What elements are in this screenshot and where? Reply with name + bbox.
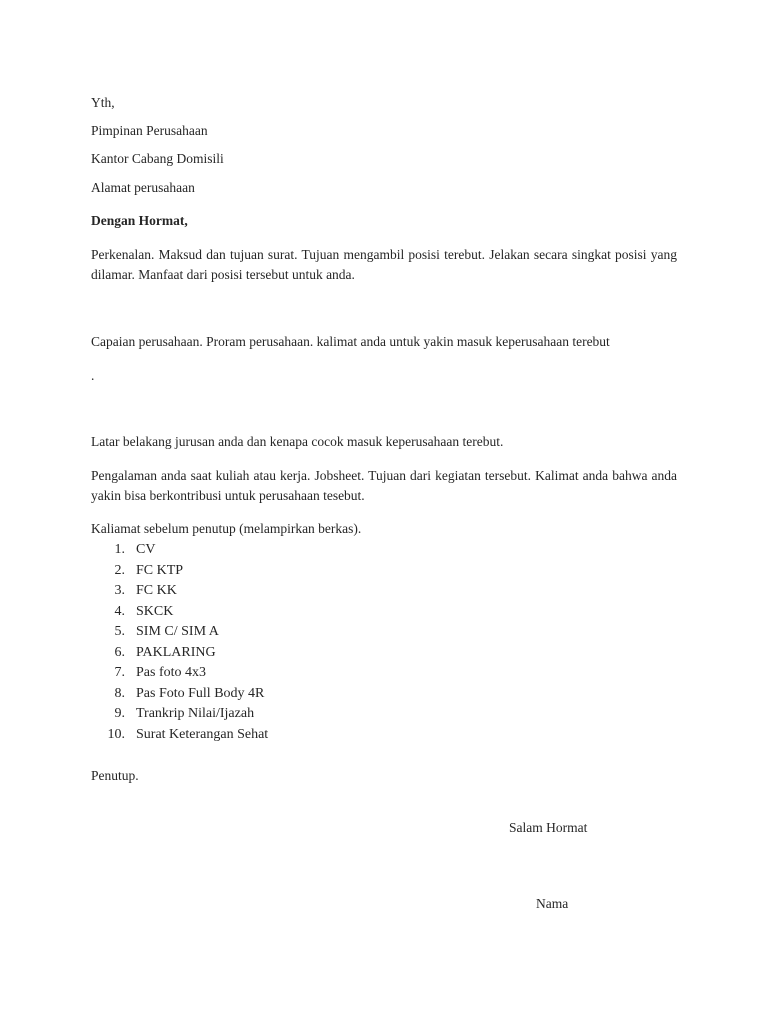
list-item-number: 1. (114, 542, 125, 557)
list-item-number: 3. (114, 583, 125, 598)
list-item-text: PAKLARING (136, 644, 216, 660)
list-item-text: CV (136, 542, 156, 557)
recipient-office: Kantor Cabang Domisili (91, 151, 224, 166)
list-item-text: SKCK (136, 603, 174, 619)
list-item-number: 4. (114, 603, 125, 619)
list-item-text: FC KK (136, 583, 177, 598)
stray-dot: . (91, 368, 95, 383)
list-item-text: Pas Foto Full Body 4R (136, 685, 265, 701)
list-item-text: FC KTP (136, 562, 184, 578)
paragraph-background: Latar belakang jurusan anda dan kenapa cocok masuk keperusahaan terebut. (91, 434, 504, 449)
list-item-number: 2. (114, 562, 125, 578)
greeting: Dengan Hormat, (91, 213, 188, 228)
list-item-number: 6. (114, 644, 125, 660)
list-item-number: 10. (107, 726, 125, 742)
paragraph-company: Capaian perusahaan. Proram perusahaan. kalimat anda untuk yakin masuk keperusahaan terebut (91, 334, 610, 349)
list-item-text: SIM C/ SIM A (136, 624, 219, 639)
paragraph-intro: Perkenalan. Maksud dan tujuan surat. Tujuan mengambil posisi terebut. Jelakan secara singkat posisi yang dilamar. Manfaat dari posisi tersebut untuk anda. (91, 247, 677, 282)
closing: Penutup. (91, 768, 139, 783)
recipient-title: Pimpinan Perusahaan (91, 123, 208, 138)
list-item-number: 9. (114, 706, 125, 721)
list-item-text: Pas foto 4x3 (136, 665, 206, 680)
paragraph-pre-closing: Kaliamat sebelum penutup (melampirkan berkas). (91, 521, 362, 536)
list-item-text: Surat Keterangan Sehat (136, 726, 269, 742)
list-item-text: Trankrip Nilai/Ijazah (136, 706, 255, 721)
paragraph-experience: Pengalaman anda saat kuliah atau kerja. Jobsheet. Tujuan dari kegiatan tersebut. Kalimat anda bahwa anda yakin bisa berkontribusi untuk perusahaan tesebut. (91, 468, 677, 503)
list-item-number: 5. (114, 624, 125, 639)
recipient-address: Alamat perusahaan (91, 180, 195, 195)
salutation-to: Yth, (91, 95, 115, 110)
signature-name: Nama (536, 896, 569, 911)
list-item-number: 7. (114, 665, 125, 680)
list-item-number: 8. (114, 685, 125, 701)
signoff: Salam Hormat (509, 820, 588, 835)
